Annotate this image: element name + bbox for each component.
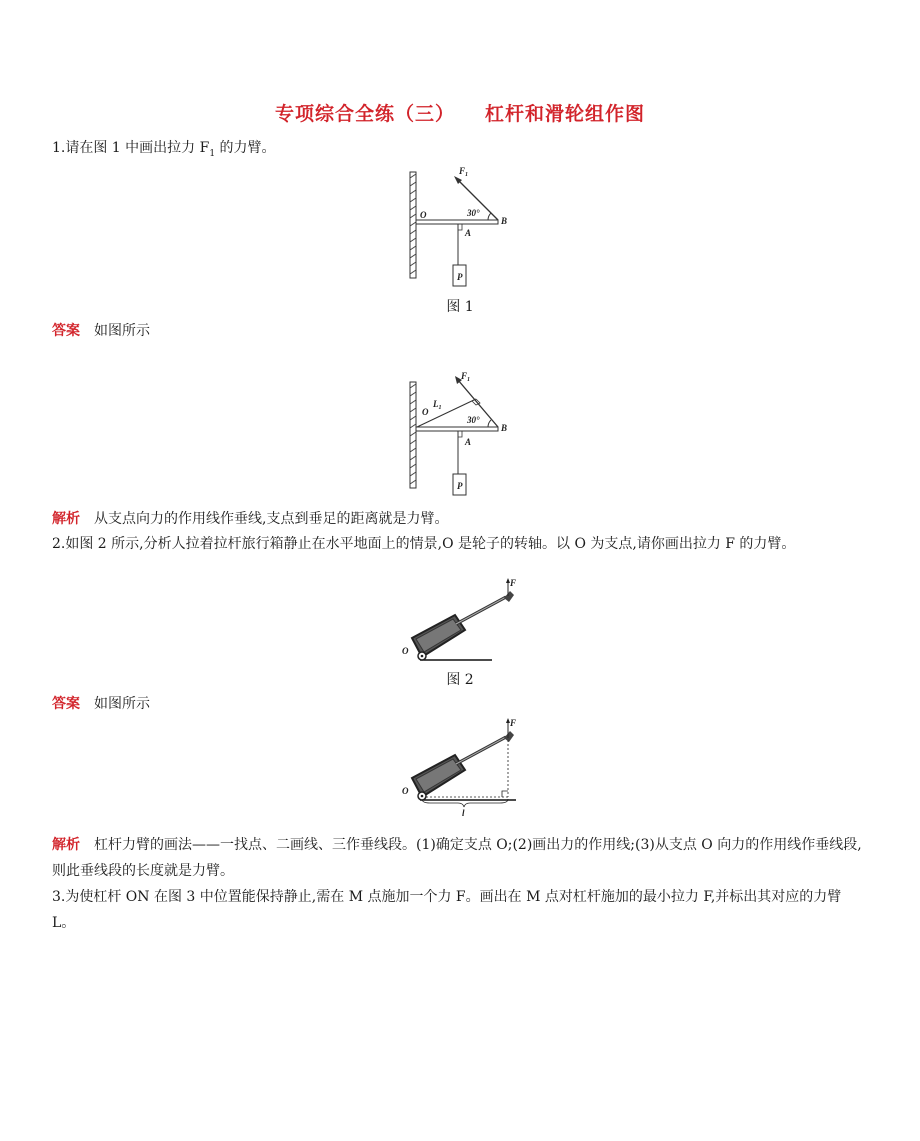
label-o: O [402,786,409,796]
lever-bar [416,427,498,431]
label-l1: $L_1$ [433,399,442,411]
label-f1: $F_1$ [459,166,469,178]
label-o: O [402,646,409,656]
question-1-text: 1.请在图 1 中画出拉力 F [52,140,210,156]
analysis-2-label: 解析 [52,837,80,853]
wheel-axle [421,655,424,658]
handle-grip [504,591,514,602]
figure-2-caption: 图 2 [446,672,474,688]
handle-rod-inner [456,597,506,624]
label-p: P [457,481,463,491]
label-o: O [420,210,427,220]
answer-1-text: 如图所示 [94,323,150,339]
analysis-1-label: 解析 [52,511,80,527]
figure-2 [400,578,517,663]
analysis-2-text: 杠杆力臂的画法——一找点、二画线、三作垂线段。(1)确定支点 O;(2)画出力的作用线;(3)从支点 O 向力的作用线作垂线段,则此垂线段的长度就是力臂。 [52,837,862,879]
rope-right-angle-mark [458,431,462,437]
question-1-text-end: 的力臂。 [215,140,276,156]
title-sub: 杠杆和滑轮组作图 [485,103,646,125]
question-3: 3.为使杠杆 ON 在图 3 中位置能保持静止,需在 M 点施加一个力 F。画出在 M 点对杠杆施加的最小拉力 F,并标出其对应的力臂 L。 [52,889,842,931]
handle-rod-inner [456,737,506,764]
page-title [0,99,920,126]
figure-1 [400,160,520,295]
angle-arc [488,213,491,220]
label-l: l [462,808,465,818]
label-b: B [501,423,508,433]
analysis-1 [52,509,448,529]
label-f: F [510,578,517,588]
label-angle: 30° [467,208,480,218]
question-1 [52,138,276,164]
analysis-2 [52,832,862,884]
label-angle: 30° [467,415,480,425]
answer-1-label: 答案 [52,323,80,339]
title-main: 专项综合全练（三） [274,103,455,125]
answer-2-label: 答案 [52,696,80,712]
answer-2-text: 如图所示 [94,696,150,712]
wall [410,172,416,278]
wall [410,382,416,488]
right-angle-mark [502,791,508,797]
label-a: A [465,228,472,238]
label-f: F [510,718,517,728]
label-o: O [422,407,429,417]
answer-figure-1 [400,370,520,505]
analysis-1-text: 从支点向力的作用线作垂线,支点到垂足的距离就是力臂。 [94,511,449,527]
angle-arc [488,420,491,427]
label-b: B [501,216,508,226]
answer-2 [52,694,150,714]
question-2: 2.如图 2 所示,分析人拉着拉杆旅行箱静止在水平地面上的情景,O 是轮子的转轴。以 O 为支点,请你画出拉力 F 的力臂。 [52,536,796,552]
lever-bar [416,220,498,224]
label-f1: $F_1$ [461,371,471,383]
handle-grip [504,731,514,742]
question-1-subscript: 1 [209,148,216,159]
wheel-axle [421,795,424,798]
label-a: A [465,437,472,447]
answer-1 [52,321,150,341]
answer-figure-2 [400,718,517,818]
label-p: P [457,272,463,282]
figure-1-caption: 图 1 [446,299,474,315]
right-angle-mark [458,224,462,230]
